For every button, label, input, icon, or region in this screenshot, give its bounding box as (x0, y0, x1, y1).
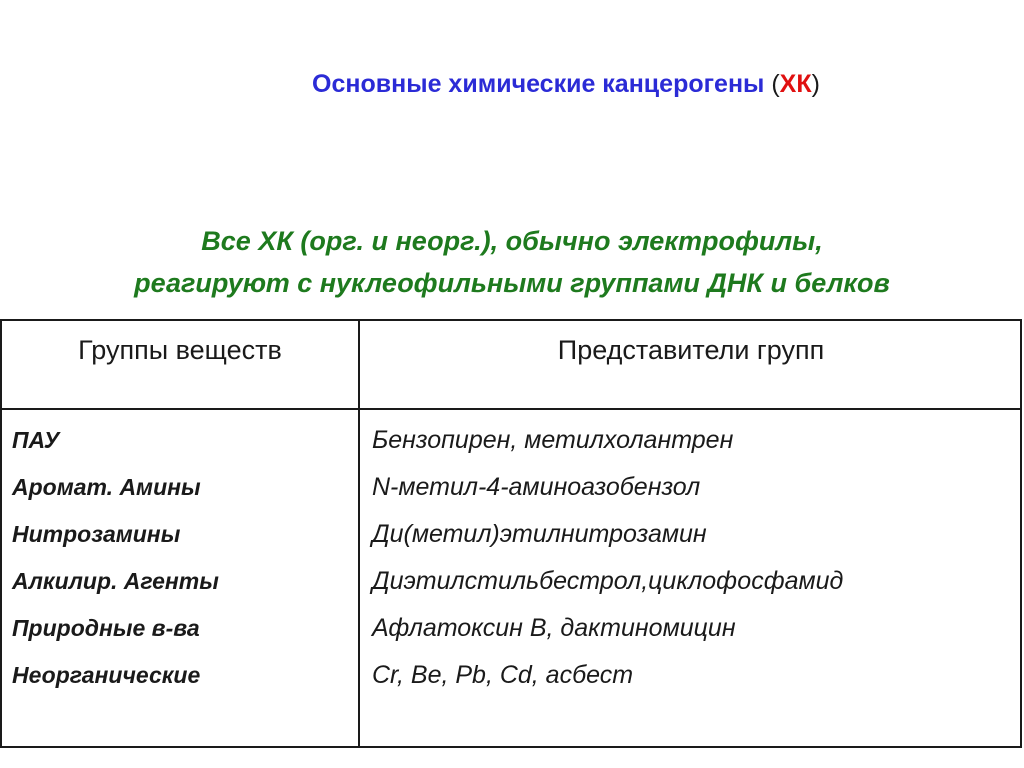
group-item: Нитрозамины (12, 521, 181, 547)
page-title (0, 70, 1024, 99)
carcinogen-table (0, 319, 1022, 748)
representatives-column (372, 417, 843, 699)
groups-column (12, 417, 219, 699)
representative-item: Диэтилстильбестрол,циклофосфамид (372, 567, 844, 595)
group-item: Неорганические (12, 662, 201, 688)
representative-item: Cr, Be, Pb, Cd, асбест (372, 661, 634, 689)
table-header-divider (2, 408, 1020, 410)
header-representatives: Представители групп (557, 335, 825, 365)
subtitle (0, 220, 1024, 304)
subtitle-line-1: Все ХК (орг. и неорг.), обычно электрофилы, (201, 226, 823, 256)
title-open-paren: ( (771, 70, 780, 98)
title-text: Основные химические канцерогены (312, 70, 765, 98)
subtitle-line-2: реагируют с нуклеофильными группами ДНК и белков (134, 268, 890, 298)
representative-item: Ди(метил)этилнитрозамин (372, 520, 707, 548)
representative-item: Афлатоксин В, дактиномицин (372, 614, 736, 642)
group-item: ПАУ (12, 427, 60, 453)
title-abbreviation: ХК (779, 70, 812, 98)
group-item: Алкилир. Агенты (12, 568, 219, 594)
representative-item: N-метил-4-аминоазобензол (372, 473, 701, 501)
group-item: Природные в-ва (12, 615, 200, 641)
table-column-divider (358, 321, 360, 746)
header-groups: Группы веществ (78, 335, 282, 365)
title-close-paren: ) (811, 70, 820, 98)
group-item: Аромат. Амины (12, 474, 201, 500)
representative-item: Бензопирен, метилхолантрен (372, 426, 734, 454)
